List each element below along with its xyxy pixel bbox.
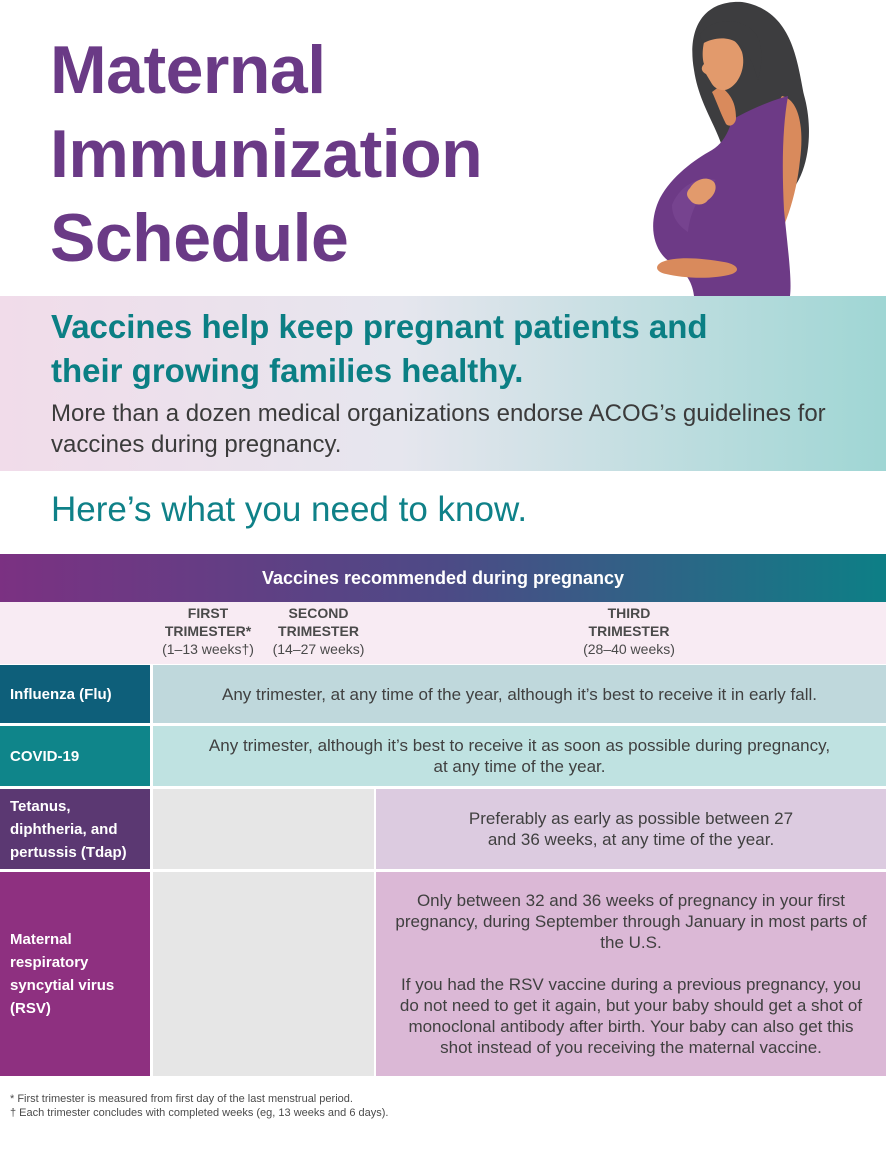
footnotes (10, 1092, 388, 1120)
page-title (50, 28, 482, 280)
row-covid-cell (153, 726, 886, 786)
row-label-text (10, 795, 127, 864)
table-header: Vaccines recommended during pregnancy (0, 554, 886, 602)
title-line: Schedule (50, 200, 349, 276)
row-label-text (10, 928, 114, 1020)
row-label-tdap (0, 789, 150, 869)
banner-headline (51, 305, 851, 393)
banner-subtext: More than a dozen medical organizations endorse ACOG’s guidelines for vaccines during pregnancy. (51, 400, 826, 458)
row-label-line: syncytial virus (10, 977, 115, 994)
row-label-line: Maternal (10, 931, 72, 948)
section-heading: Here’s what you need to know. (51, 490, 528, 529)
trimester-weeks: (1–13 weeks†) (162, 641, 254, 657)
row-label-line: Tetanus, (10, 797, 71, 815)
row-influenza-cell (153, 665, 886, 723)
row-text: Preferably as early as possible between 27 (468, 809, 794, 828)
trimester-name: TRIMESTER (278, 623, 359, 639)
row-label-covid (0, 726, 150, 786)
banner-headline-line: Vaccines help keep pregnant patients and (51, 308, 708, 345)
trimester-first (155, 604, 261, 658)
trimester-name: TRIMESTER* (164, 623, 252, 639)
row-label-line: diphtheria, and (10, 820, 118, 838)
row-tdap-empty (153, 789, 374, 869)
pregnant-woman-illustration (632, 0, 812, 296)
row-label-influenza (0, 665, 150, 723)
row-text: Any trimester, at any time of the year, although it’s best to receive it in early fall. (222, 684, 817, 704)
row-label-line: respiratory (10, 954, 89, 971)
footnote: † Each trimester concludes with completed weeks (eg, 13 weeks and 6 days). (10, 1107, 389, 1119)
row-rsv-cell (376, 872, 886, 1076)
row-label-text: Influenza (Flu) (10, 685, 112, 703)
trimester-name: TRIMESTER (588, 623, 670, 639)
row-label-rsv (0, 872, 150, 1076)
trimester-weeks: (28–40 weeks) (583, 641, 675, 657)
row-text: at any time of the year. (433, 757, 606, 776)
title-line: Maternal (50, 32, 326, 108)
banner-headline-line: their growing families healthy. (51, 352, 524, 389)
row-text: Any trimester, although it’s best to receive it as soon as possible during pregnancy, (208, 736, 831, 755)
row-text: If you had the RSV vaccine during a previous pregnancy, you do not need to get it again, but your baby should get a shot of monoclonal antibody after birth. Your baby can also get this shot instead of you receiving the maternal vaccine. (399, 975, 863, 1057)
row-text: Only between 32 and 36 weeks of pregnancy in your first pregnancy, during September through January in most parts of the U.S. (395, 891, 867, 952)
row-label-line: (RSV) (10, 1000, 51, 1017)
row-label-line: pertussis (Tdap) (10, 843, 127, 861)
row-label-text: COVID-19 (10, 747, 80, 765)
trimester-weeks: (14–27 weeks) (272, 641, 365, 657)
title-line: Immunization (50, 116, 483, 192)
trimester-name: FIRST (187, 605, 229, 621)
trimester-name: SECOND (288, 605, 349, 621)
row-text: and 36 weeks, at any time of the year. (487, 830, 775, 849)
footnote: * First trimester is measured from first day of the last menstrual period. (10, 1093, 353, 1105)
row-tdap-cell (376, 789, 886, 869)
trimester-third (376, 604, 882, 658)
row-rsv-empty (153, 872, 374, 1076)
trimester-second (263, 604, 374, 658)
trimester-name: THIRD (607, 605, 651, 621)
